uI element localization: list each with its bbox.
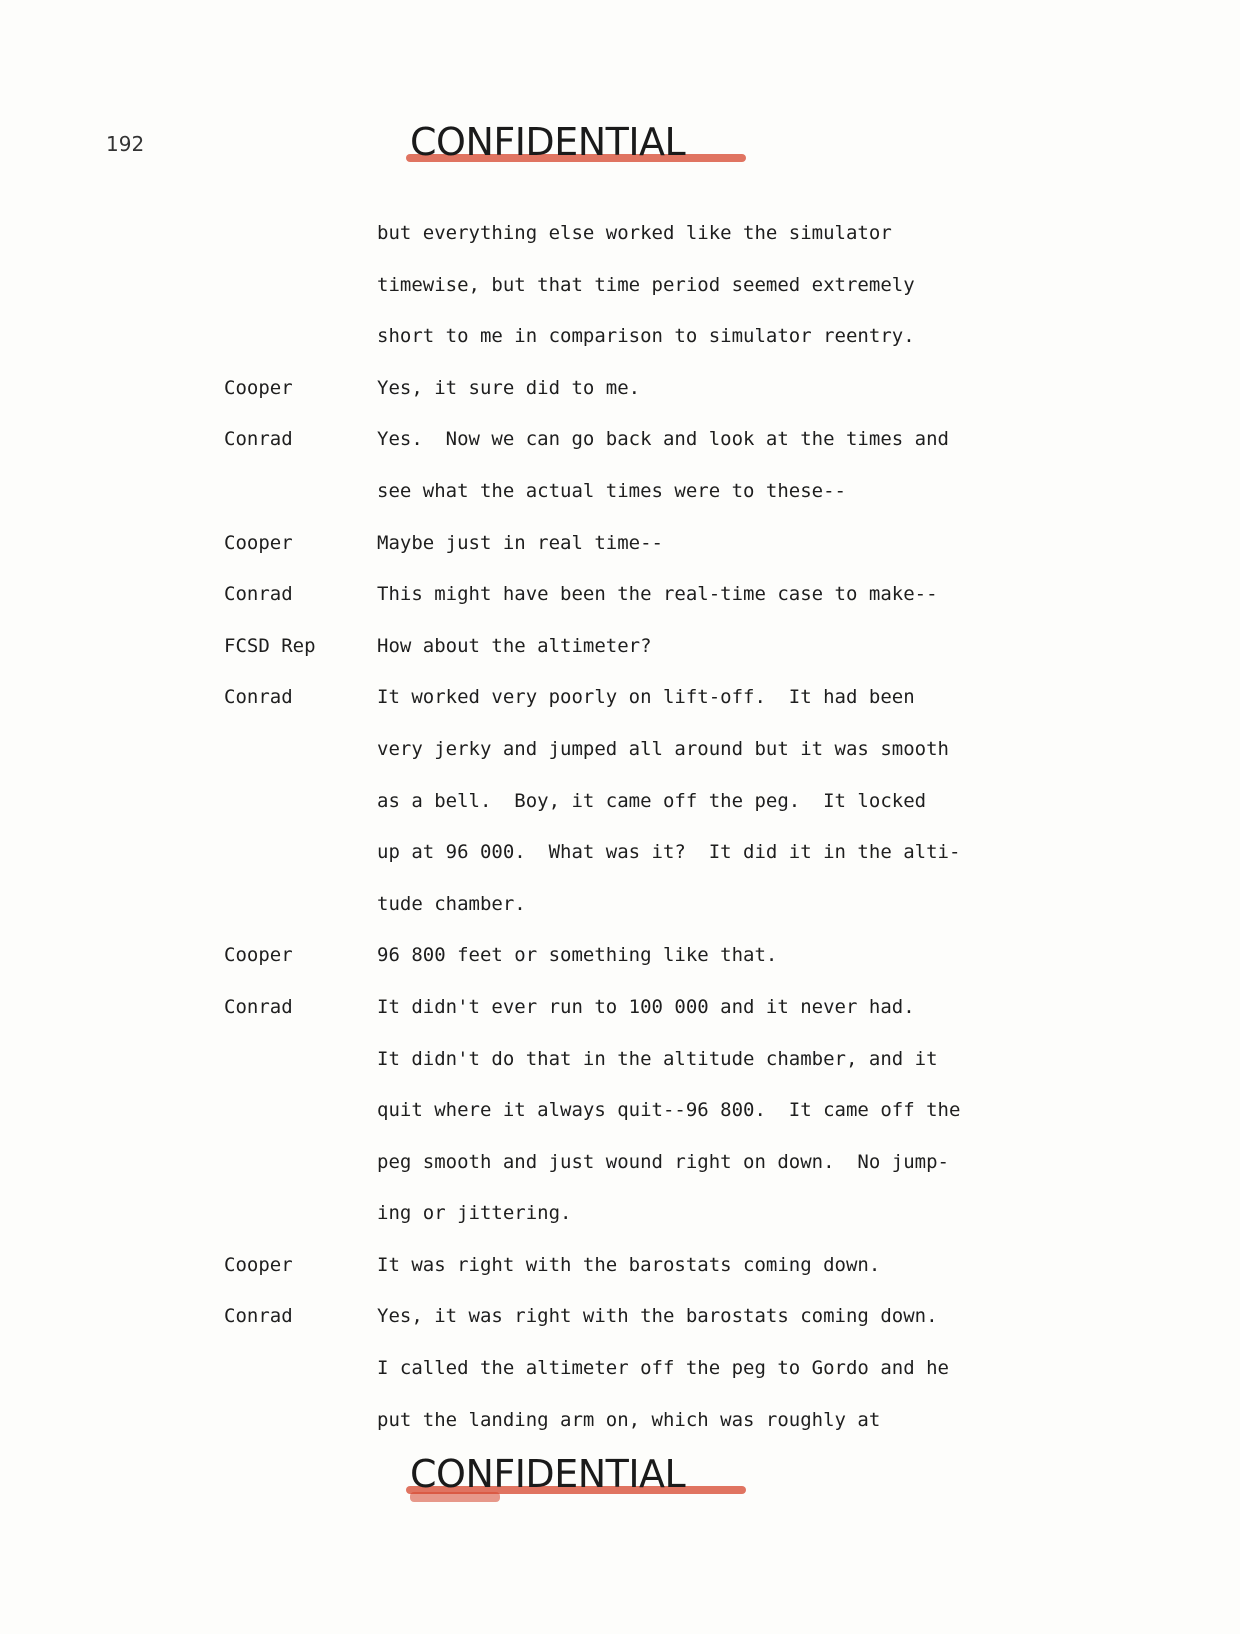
transcript-text: quit where it always quit--96 800. It came off the (377, 1099, 961, 1122)
transcript-line (0, 476, 1240, 528)
transcript-line (0, 528, 1240, 580)
transcript-text: Yes. Now we can go back and look at the times and (377, 428, 949, 451)
transcript-line (0, 424, 1240, 476)
transcript-line (0, 1044, 1240, 1096)
transcript-line (0, 1353, 1240, 1405)
speaker-label: Conrad (224, 583, 293, 606)
transcript-text: It worked very poorly on lift-off. It had been (377, 686, 915, 709)
transcript-text: It was right with the barostats coming down. (377, 1253, 881, 1276)
transcript-line (0, 889, 1240, 941)
speaker-label: Cooper (224, 376, 293, 399)
transcript-text: Yes, it sure did to me. (377, 376, 641, 399)
transcript-line (0, 1147, 1240, 1199)
speaker-label: Conrad (224, 428, 293, 451)
transcript-line (0, 1095, 1240, 1147)
transcript-line (0, 631, 1240, 683)
transcript-text: up at 96 000. What was it? It did it in the alti- (377, 841, 961, 864)
transcript-line (0, 218, 1240, 270)
speaker-label: Conrad (224, 686, 293, 709)
transcript-text: I called the altimeter off the peg to Gordo and he (377, 1357, 949, 1380)
transcript-text: as a bell. Boy, it came off the peg. It locked (377, 789, 927, 812)
transcript-line (0, 940, 1240, 992)
speaker-label: Cooper (224, 1253, 293, 1276)
transcript-line (0, 1405, 1240, 1457)
confidential-stamp-top (410, 120, 685, 164)
transcript-line (0, 992, 1240, 1044)
speaker-label: Cooper (224, 531, 293, 554)
transcript-text: peg smooth and just wound right on down. No jump- (377, 1150, 949, 1173)
transcript-line (0, 837, 1240, 889)
speaker-label: Conrad (224, 1305, 293, 1328)
stamp-text: CONFIDENTIAL (410, 120, 686, 164)
transcript-text: How about the altimeter? (377, 634, 652, 657)
transcript-text: put the landing arm on, which was roughly at (377, 1408, 881, 1431)
speaker-label: FCSD Rep (224, 634, 316, 657)
transcript-line (0, 1198, 1240, 1250)
transcript-line (0, 734, 1240, 786)
transcript-line (0, 373, 1240, 425)
transcript-body (0, 218, 1240, 1456)
transcript-text: ing or jittering. (377, 1202, 572, 1225)
confidential-stamp-bottom (410, 1452, 685, 1496)
transcript-line (0, 682, 1240, 734)
stamp-text: CONFIDENTIAL (410, 1452, 686, 1496)
transcript-text: short to me in comparison to simulator reentry. (377, 325, 915, 348)
page-number: 192 (106, 132, 145, 156)
transcript-line (0, 786, 1240, 838)
speaker-label: Conrad (224, 995, 293, 1018)
transcript-text: Yes, it was right with the barostats coming down. (377, 1305, 938, 1328)
transcript-line (0, 1250, 1240, 1302)
speaker-label: Cooper (224, 944, 293, 967)
transcript-text: see what the actual times were to these-- (377, 479, 846, 502)
transcript-text: very jerky and jumped all around but it was smooth (377, 737, 949, 760)
transcript-text: Maybe just in real time-- (377, 531, 663, 554)
transcript-text: timewise, but that time period seemed extremely (377, 273, 915, 296)
transcript-text: It didn't ever run to 100 000 and it never had. (377, 995, 915, 1018)
transcript-line (0, 579, 1240, 631)
transcript-line (0, 270, 1240, 322)
transcript-line (0, 321, 1240, 373)
transcript-text: 96 800 feet or something like that. (377, 944, 778, 967)
transcript-line (0, 1301, 1240, 1353)
transcript-text: It didn't do that in the altitude chamber, and it (377, 1047, 938, 1070)
transcript-text: tude chamber. (377, 892, 526, 915)
transcript-text: but everything else worked like the simulator (377, 222, 892, 244)
transcript-text: This might have been the real-time case to make-- (377, 583, 938, 606)
